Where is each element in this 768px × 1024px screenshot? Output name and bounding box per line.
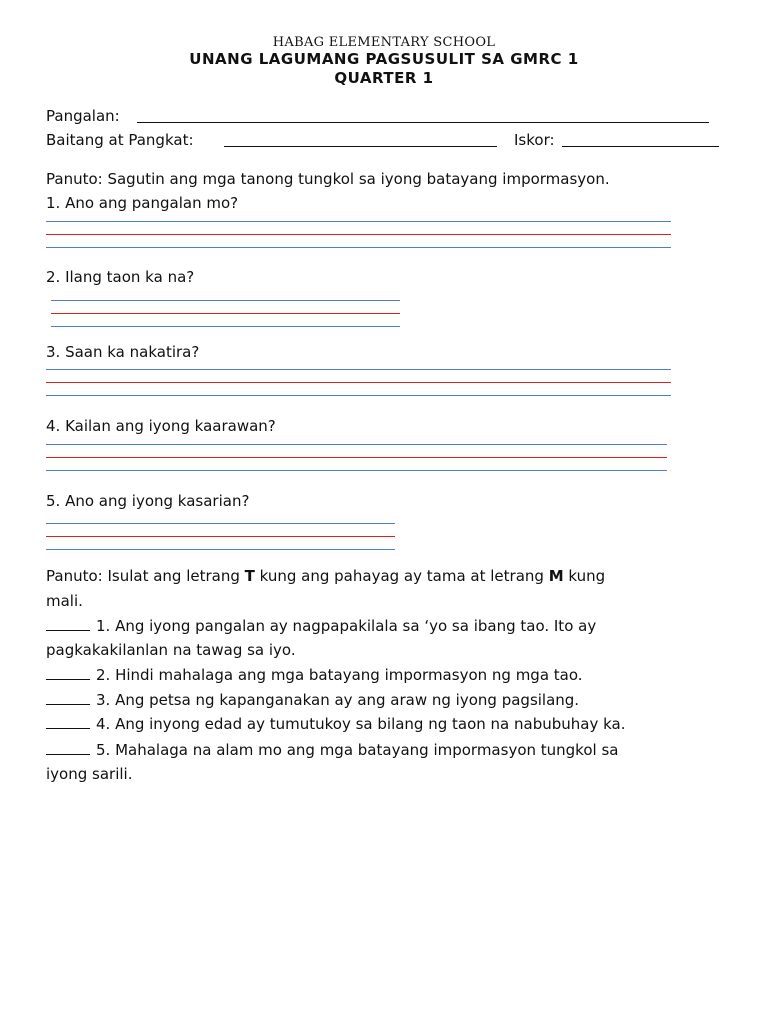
statement-3-text: 3. Ang petsa ng kapanganakan ay ang araw ng iyong pagsilang. <box>96 691 580 709</box>
part2-instruction <box>46 567 605 585</box>
answer-line-1-base <box>46 247 671 248</box>
answer-line-1-top[interactable] <box>46 221 671 222</box>
statement-2-text: 2. Hindi mahalaga ang mga batayang impormasyon ng mga tao. <box>96 666 583 684</box>
statement-1-text: 1. Ang iyong pangalan ay nagpapakilala sa ‘yo sa ibang tao. Ito ay <box>96 617 597 635</box>
answer-line-1-mid <box>46 234 671 235</box>
answer-blank-1[interactable] <box>46 616 90 631</box>
question-1: 1. Ano ang pangalan mo? <box>46 194 239 212</box>
answer-line-2-base <box>51 326 400 327</box>
statement-4 <box>46 714 626 733</box>
school-name: HABAG ELEMENTARY SCHOOL <box>272 35 496 50</box>
part2-instruction-cont: mali. <box>46 592 83 610</box>
part2-instruction-c: kung <box>563 567 606 585</box>
answer-line-4-top[interactable] <box>46 444 667 445</box>
answer-line-5-mid <box>46 536 395 537</box>
answer-blank-3[interactable] <box>46 690 90 705</box>
question-2: 2. Ilang taon ka na? <box>46 268 195 286</box>
answer-line-2-mid <box>51 313 400 314</box>
statement-3 <box>46 690 579 709</box>
part2-instruction-a: Panuto: Isulat ang letrang <box>46 567 245 585</box>
grade-section-label: Baitang at Pangkat: <box>46 131 194 149</box>
score-label: Iskor: <box>514 131 555 149</box>
question-3: 3. Saan ka nakatira? <box>46 343 200 361</box>
letter-t: T <box>244 567 255 585</box>
name-label: Pangalan: <box>46 107 120 125</box>
statement-2 <box>46 665 583 684</box>
answer-line-2-top[interactable] <box>51 300 400 301</box>
statement-1-cont: pagkakakilanlan na tawag sa iyo. <box>46 641 296 659</box>
question-4: 4. Kailan ang iyong kaarawan? <box>46 417 276 435</box>
part1-instruction: Panuto: Sagutin ang mga tanong tungkol sa iyong batayang impormasyon. <box>46 170 610 188</box>
answer-line-3-mid <box>46 382 671 383</box>
name-field-line[interactable] <box>137 122 709 123</box>
exam-title: UNANG LAGUMANG PAGSUSULIT SA GMRC 1 <box>189 50 579 68</box>
answer-line-3-base <box>46 395 671 396</box>
answer-line-5-top[interactable] <box>46 523 395 524</box>
statement-1 <box>46 616 596 635</box>
answer-line-5-base <box>46 549 395 550</box>
statement-4-text: 4. Ang inyong edad ay tumutukoy sa bilang ng taon na nabubuhay ka. <box>96 715 626 733</box>
statement-5-text: 5. Mahalaga na alam mo ang mga batayang impormasyon tungkol sa <box>96 741 619 759</box>
answer-blank-2[interactable] <box>46 665 90 680</box>
grade-section-field-line[interactable] <box>224 146 497 147</box>
statement-5-cont: iyong sarili. <box>46 765 133 783</box>
score-field-line[interactable] <box>562 146 719 147</box>
answer-line-3-top[interactable] <box>46 369 671 370</box>
answer-line-4-base <box>46 470 667 471</box>
quarter-label: QUARTER 1 <box>334 69 434 87</box>
answer-line-4-mid <box>46 457 667 458</box>
statement-5 <box>46 740 618 759</box>
answer-blank-5[interactable] <box>46 740 90 755</box>
question-5: 5. Ano ang iyong kasarian? <box>46 492 250 510</box>
answer-blank-4[interactable] <box>46 714 90 729</box>
letter-m: M <box>548 567 564 585</box>
part2-instruction-b: kung ang pahayag ay tama at letrang <box>254 567 549 585</box>
